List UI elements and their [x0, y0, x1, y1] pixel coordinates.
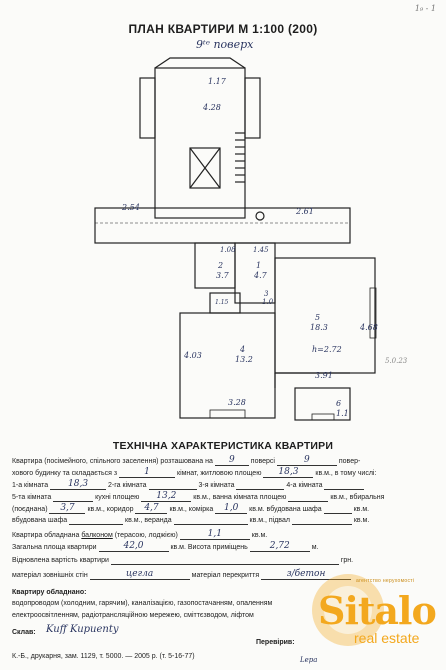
form-line-1: Квартира (посімейного, спільного заселення) розташована на 9 поверсі 9 повер- [12, 455, 361, 465]
equipment-heading: Квартиру обладнано: [12, 589, 87, 596]
stair-width-dim: 1.17 [208, 77, 226, 86]
checked-by-label: Перевірив: [256, 639, 295, 646]
form-line-10: матеріал зовнішніх стін цегла матеріал перекриття з/бетон [12, 570, 436, 580]
dim-right: 2.61 [296, 207, 314, 216]
equipment-line-2: електроосвітленням, радіотрансляційною мережею, сміттєзводом, ліфтом [12, 612, 254, 619]
logo-subtitle: real estate [354, 630, 420, 646]
logo-brand: Sitalo [318, 588, 436, 633]
r5-number: 5 [315, 313, 321, 322]
r6-area: 1.1 [336, 409, 349, 418]
logo-tagline-small: агентство нерухомості [356, 578, 415, 584]
made-by-label: Склав: [12, 629, 36, 636]
room-5 [275, 258, 375, 373]
stair-length-dim: 4.28 [203, 103, 221, 112]
stamp-mark: 5.0.23 [385, 357, 408, 365]
corner-mark: 1₉ - 1 [414, 4, 436, 13]
form-line-3: 1-а кімната 18,3 2-га кімната 3-я кімната 4-а кімната [12, 480, 436, 490]
form-line-8: Загальна площа квартири 42,0 кв.м. Висота приміщень 2,72 м. [12, 541, 319, 551]
r1-number: 1 [256, 261, 262, 270]
r2-width: 1.08 [220, 246, 236, 254]
floor-note: 9ᵗᵉ поверх [196, 38, 254, 51]
form-line-7: Квартира обладнана балконом (терасою, лоджією) 1,1 кв.м. [12, 529, 268, 539]
form-line-2: хового будинку та складається з 1 кімнат, житловою площею 18,3 кв.м., в тому числі: [12, 467, 377, 477]
floor-plan [60, 58, 408, 428]
r5-height: h=2.72 [312, 345, 342, 354]
r5-width: 3.91 [315, 371, 333, 380]
made-by-signature: Kuff Kupuenty [46, 624, 119, 635]
r2-number: 2 [218, 261, 224, 270]
r4-number: 4 [240, 345, 246, 354]
page-title: ПЛАН КВАРТИРИ М 1:100 (200) [128, 22, 318, 36]
r5-area: 18.3 [310, 323, 328, 332]
r1-area: 4.7 [254, 271, 267, 280]
section-title: ТЕХНІЧНА ХАРАКТЕРИСТИКА КВАРТИРИ [112, 440, 334, 452]
form-line-4: 5-та кімната кухні площею 13,2 кв.м., ванна кімната площею кв.м., вбиральня [12, 491, 385, 501]
signature-mark: Lepa [300, 656, 318, 664]
form-line-9: Відновлена вартість квартири грн. [12, 557, 354, 564]
dim-left: 2.54 [122, 203, 140, 212]
r6-number: 6 [336, 399, 342, 408]
r1-width: 1.45 [253, 246, 269, 254]
form-line-5: (поєднана) 3,7 кв.м., коридор 4,7 кв.м., комірка 1,0 кв.м. вбудована шафа кв.м. [12, 503, 370, 513]
r4-length: 4.03 [184, 351, 202, 360]
printer-footer: К.-Б., друкарня, зам. 1129, т. 5000. — 2005 р. (т. 5-16-77) [12, 653, 195, 660]
r3-area: 1.0 [262, 298, 274, 306]
form-line-6: вбудована шафа кв.м., веранда кв.м., підвал кв.м. [12, 517, 370, 524]
stairwell-outline [155, 68, 245, 218]
r3-number: 3 [264, 290, 269, 298]
r4-area: 13.2 [235, 355, 253, 364]
equipment-line-1: водопроводом (холодним, гарячим), каналізацією, газопостачанням, опаленням [12, 600, 273, 607]
r2-area: 3.7 [216, 271, 229, 280]
r4-width: 3.28 [228, 398, 246, 407]
wc-dim: 1.15 [215, 299, 229, 306]
r5-length: 4.68 [360, 323, 378, 332]
